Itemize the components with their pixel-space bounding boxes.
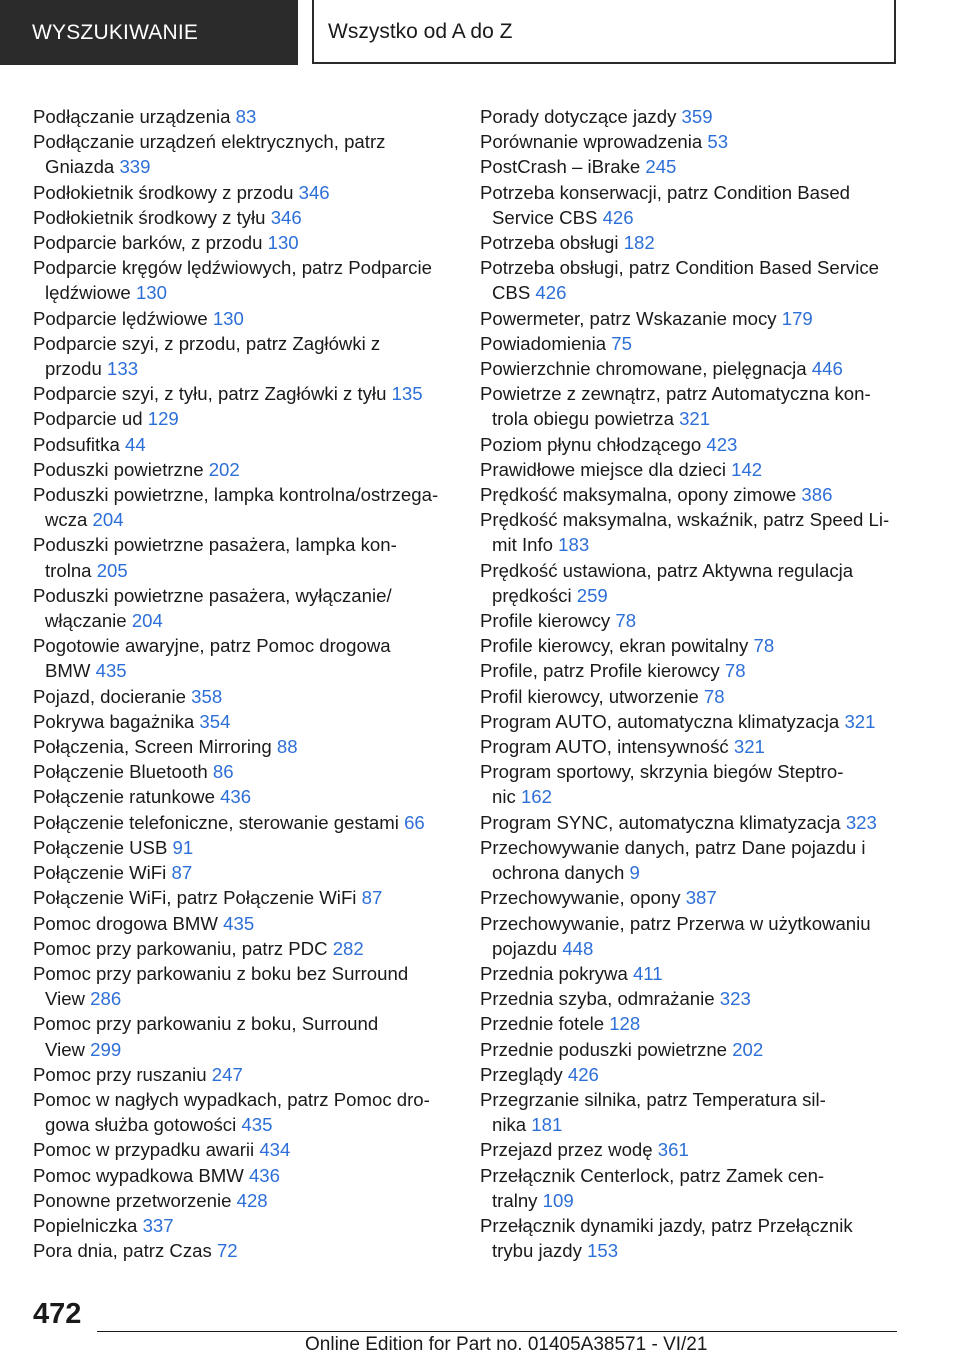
index-entry — [33, 1087, 463, 1137]
index-entry — [480, 1062, 910, 1087]
index-entry — [33, 306, 463, 331]
index-entry — [33, 104, 463, 129]
index-entry — [33, 180, 463, 205]
page-reference-link[interactable]: 426 — [567, 1063, 599, 1085]
index-entry — [33, 784, 463, 809]
index-entry — [33, 759, 463, 784]
index-term: Przełącznik Centerlock, patrz Zamek cen‐ — [480, 1164, 825, 1186]
index-term-continuation: View — [45, 1038, 85, 1060]
page-number: 472 — [33, 1298, 82, 1330]
index-entry — [33, 583, 463, 633]
index-term-continuation: Service CBS — [492, 206, 598, 228]
index-term: Potrzeba obsługi — [480, 232, 619, 254]
page-reference-link[interactable]: 78 — [724, 660, 746, 682]
index-entry — [480, 154, 910, 179]
index-term: Ponowne przetworzenie — [33, 1189, 232, 1211]
page-reference-link[interactable]: 436 — [220, 786, 252, 808]
page-reference-link[interactable]: 321 — [844, 710, 876, 732]
index-entry — [33, 432, 463, 457]
page-reference-link[interactable]: 321 — [733, 736, 765, 758]
index-entry — [33, 129, 463, 179]
index-entry — [480, 658, 910, 683]
index-term: Prędkość maksymalna, opony zimowe — [480, 484, 797, 506]
page-reference-link[interactable]: 72 — [216, 1240, 238, 1262]
page-reference-link[interactable]: 354 — [199, 710, 231, 732]
index-term: Pomoc przy parkowaniu z boku bez Surround — [33, 962, 409, 984]
index-entry — [33, 835, 463, 860]
index-term: Program SYNC, automatyczna klimatyzacja — [480, 811, 841, 833]
page-reference-link[interactable]: 130 — [267, 232, 299, 254]
page-reference-link[interactable]: 448 — [562, 937, 594, 959]
index-entry — [33, 936, 463, 961]
index-entry — [33, 1062, 463, 1087]
index-term: Pora dnia, patrz Czas — [33, 1240, 212, 1262]
index-term: Profil kierowcy, utworzenie — [480, 685, 699, 707]
index-term-continuation: trolna — [45, 559, 92, 581]
index-entry — [33, 709, 463, 734]
index-term: Podparcie lędźwiowe — [33, 307, 208, 329]
page-reference-link[interactable]: 130 — [212, 307, 244, 329]
index-entry — [480, 633, 910, 658]
page-reference-link[interactable]: 428 — [236, 1189, 268, 1211]
index-term: Poziom płynu chłodzącego — [480, 433, 702, 455]
index-term: Przednie poduszki powietrzne — [480, 1038, 728, 1060]
index-term: Podłączanie urządzenia — [33, 106, 231, 127]
index-term: Pomoc przy parkowaniu, patrz PDC — [33, 937, 328, 959]
index-term: Program AUTO, intensywność — [480, 736, 729, 758]
index-term: Przegrzanie silnika, patrz Temperatura sil‐ — [480, 1088, 826, 1110]
index-term: Poduszki powietrzne — [33, 458, 204, 480]
index-entry — [480, 180, 910, 230]
page-reference-link[interactable]: 286 — [90, 988, 122, 1010]
index-term: Powietrze z zewnątrz, patrz Automatyczna kon‐ — [480, 383, 871, 405]
page-reference-link[interactable]: 182 — [623, 232, 655, 254]
index-entry — [33, 255, 463, 305]
page-reference-link[interactable]: 346 — [298, 181, 330, 203]
index-entry — [480, 558, 910, 608]
index-term: Podparcie ud — [33, 408, 143, 430]
page-header — [0, 0, 960, 66]
page-reference-link[interactable]: 321 — [679, 408, 711, 430]
index-term-continuation: tralny — [492, 1189, 538, 1211]
index-term: Przednia szyba, odmrażanie — [480, 988, 715, 1010]
index-entry — [480, 885, 910, 910]
index-term: Profile kierowcy — [480, 610, 611, 632]
index-term: Pogotowie awaryjne, patrz Pomoc drogowa — [33, 635, 391, 657]
index-entry — [480, 835, 910, 885]
page-reference-link[interactable]: 88 — [276, 736, 298, 758]
page-reference-link[interactable]: 83 — [235, 106, 257, 127]
index-entry — [480, 230, 910, 255]
index-entry — [480, 608, 910, 633]
index-term: Pomoc w przypadku awarii — [33, 1139, 255, 1161]
index-term: Profile kierowcy, ekran powitalny — [480, 635, 749, 657]
index-term: Przednie fotele — [480, 1013, 605, 1035]
index-term: Poduszki powietrzne pasażera, lampka kon‐ — [33, 534, 397, 556]
index-term: Podparcie szyi, z przodu, patrz Zagłówki z — [33, 332, 381, 354]
page-reference-link[interactable]: 359 — [681, 106, 713, 127]
index-entry — [480, 986, 910, 1011]
index-entry — [33, 860, 463, 885]
footer-edition: Online Edition for Part no. 01405A38571 - VI/21 — [305, 1334, 708, 1355]
index-entry — [33, 532, 463, 582]
page-reference-link[interactable]: 179 — [781, 307, 813, 329]
index-term: Powermeter, patrz Wskazanie mocy — [480, 307, 777, 329]
index-entry — [480, 306, 910, 331]
index-entry — [480, 507, 910, 557]
page-reference-link[interactable]: 423 — [706, 433, 738, 455]
page-reference-link[interactable]: 78 — [615, 610, 637, 632]
index-term: Podparcie kręgów lędźwiowych, patrz Podparcie — [33, 257, 432, 279]
footer-divider — [97, 1331, 897, 1332]
index-term-continuation: mit Info — [492, 534, 553, 556]
page-reference-link[interactable]: 299 — [90, 1038, 122, 1060]
index-term: Przechowywanie, patrz Przerwa w użytkowaniu — [480, 912, 871, 934]
index-entry — [33, 1238, 463, 1263]
page-reference-link[interactable]: 162 — [520, 786, 552, 808]
index-entry — [33, 810, 463, 835]
index-entry — [480, 432, 910, 457]
page-reference-link[interactable]: 204 — [92, 509, 124, 531]
index-entry — [33, 1213, 463, 1238]
index-term: Pojazd, docieranie — [33, 685, 186, 707]
index-entry — [480, 684, 910, 709]
index-term-continuation: wcza — [45, 509, 88, 531]
index-term: Przełącznik dynamiki jazdy, patrz Przełącznik — [480, 1214, 853, 1236]
page-reference-link[interactable]: 346 — [270, 206, 302, 228]
index-entry — [480, 1213, 910, 1263]
index-term-continuation: pojazdu — [492, 937, 558, 959]
index-entry — [480, 1037, 910, 1062]
index-entry — [33, 1011, 463, 1061]
index-entry — [480, 734, 910, 759]
index-entry — [480, 1163, 910, 1213]
page-reference-link[interactable]: 86 — [212, 761, 234, 783]
page-reference-link[interactable]: 91 — [172, 836, 194, 858]
index-term: Podsufitka — [33, 433, 120, 455]
index-entry — [480, 961, 910, 986]
page-reference-link[interactable]: 323 — [845, 811, 877, 833]
index-entry — [480, 255, 910, 305]
index-entry — [480, 356, 910, 381]
index-entry — [480, 457, 910, 482]
index-term: Podłokietnik środkowy z przodu — [33, 181, 294, 203]
page-reference-link[interactable]: 183 — [558, 534, 590, 556]
index-entry — [33, 406, 463, 431]
index-term: Podłokietnik środkowy z tyłu — [33, 206, 266, 228]
index-entry — [33, 911, 463, 936]
index-term-continuation: lędźwiowe — [45, 282, 131, 304]
index-term-continuation: trybu jazdy — [492, 1240, 582, 1262]
index-entry — [33, 633, 463, 683]
index-term: Podparcie szyi, z tyłu, patrz Zagłówki z tyłu — [33, 383, 387, 405]
page-reference-link[interactable]: 44 — [125, 433, 146, 455]
page-reference-link[interactable]: 446 — [811, 358, 843, 380]
page-reference-link[interactable]: 75 — [611, 332, 632, 354]
page-reference-link[interactable]: 386 — [801, 484, 833, 506]
index-term: Połączenia, Screen Mirroring — [33, 736, 272, 758]
page-reference-link[interactable]: 53 — [707, 131, 729, 153]
index-term: Połączenie USB — [33, 836, 168, 858]
page-reference-link[interactable]: 205 — [96, 559, 128, 581]
index-term: Połączenie WiFi, patrz Połączenie WiFi — [33, 887, 357, 909]
index-entry — [480, 331, 910, 356]
index-term: Prawidłowe miejsce dla dzieci — [480, 458, 726, 480]
index-term: Przejazd przez wodę — [480, 1139, 653, 1161]
index-term-continuation: włączanie — [45, 610, 127, 632]
index-column-right — [480, 104, 910, 1263]
index-term: Pokrywa bagażnika — [33, 710, 195, 732]
index-entry — [480, 1137, 910, 1162]
index-term-continuation: View — [45, 988, 85, 1010]
index-entry — [33, 885, 463, 910]
page-reference-link[interactable]: 426 — [535, 282, 567, 304]
page-reference-link[interactable]: 323 — [719, 988, 751, 1010]
page-reference-link[interactable]: 202 — [732, 1038, 764, 1060]
page-reference-link[interactable]: 129 — [147, 408, 179, 430]
index-term: Prędkość ustawiona, patrz Aktywna regulacja — [480, 559, 854, 581]
page-reference-link[interactable]: 204 — [131, 610, 163, 632]
index-entry — [480, 709, 910, 734]
page-reference-link[interactable]: 66 — [404, 811, 425, 833]
index-term-continuation: prędkości — [492, 584, 572, 606]
index-term: Powiadomienia — [480, 332, 607, 354]
index-entry — [480, 129, 910, 154]
index-term: Program sportowy, skrzynia biegów Steptro‐ — [480, 761, 844, 783]
index-term-continuation: CBS — [492, 282, 531, 304]
index-term: Przechowywanie danych, patrz Dane pojazdu i — [480, 836, 866, 858]
index-term-continuation: Gniazda — [45, 156, 115, 178]
page-reference-link[interactable]: 202 — [208, 458, 240, 480]
index-term-continuation: nic — [492, 786, 516, 808]
index-entry — [33, 230, 463, 255]
index-term: Pomoc przy parkowaniu z boku, Surround — [33, 1013, 379, 1035]
index-entry — [33, 961, 463, 1011]
index-entry — [33, 684, 463, 709]
index-term: Podłączanie urządzeń elektrycznych, patrz — [33, 131, 386, 153]
index-term: Poduszki powietrzne, lampka kontrolna/ostrzega‐ — [33, 484, 439, 506]
index-entry — [480, 810, 910, 835]
index-entry — [480, 104, 910, 129]
index-term-continuation: przodu — [45, 358, 102, 380]
page-reference-link[interactable]: 361 — [657, 1139, 689, 1161]
page-reference-link[interactable]: 282 — [332, 937, 364, 959]
index-entry — [33, 734, 463, 759]
index-term: Połączenie ratunkowe — [33, 786, 215, 808]
page-reference-link[interactable]: 426 — [602, 206, 634, 228]
index-term: Profile, patrz Profile kierowcy — [480, 660, 720, 682]
index-term: Powierzchnie chromowane, pielęgnacja — [480, 358, 807, 380]
page-reference-link[interactable]: 130 — [135, 282, 167, 304]
page-reference-link[interactable]: 411 — [632, 962, 663, 984]
page-reference-link[interactable]: 153 — [587, 1240, 619, 1262]
page-reference-link[interactable]: 337 — [142, 1214, 174, 1236]
index-entry — [33, 381, 463, 406]
index-entry — [33, 1188, 463, 1213]
page-reference-link[interactable]: 387 — [685, 887, 717, 909]
index-term: Połączenie WiFi — [33, 862, 167, 884]
index-term: Potrzeba konserwacji, patrz Condition Based — [480, 181, 851, 203]
index-term: Połączenie Bluetooth — [33, 761, 208, 783]
index-term: Połączenie telefoniczne, sterowanie gestami — [33, 811, 399, 833]
page-reference-link[interactable]: 135 — [391, 383, 423, 405]
index-term: Pomoc przy ruszaniu — [33, 1063, 207, 1085]
page-reference-link[interactable]: 133 — [107, 358, 139, 380]
page-reference-link[interactable]: 181 — [531, 1114, 563, 1136]
page-reference-link[interactable]: 142 — [731, 458, 763, 480]
index-entry — [480, 759, 910, 809]
index-term: Prędkość maksymalna, wskaźnik, patrz Speed Li‐ — [480, 509, 890, 531]
index-entry — [33, 1163, 463, 1188]
index-entry — [480, 1011, 910, 1036]
section-tab: WYSZUKIWANIE — [0, 0, 298, 65]
index-entry — [33, 205, 463, 230]
index-term-continuation: trola obiegu powietrza — [492, 408, 674, 430]
index-term: Podparcie barków, z przodu — [33, 232, 263, 254]
index-term: Potrzeba obsługi, patrz Condition Based Service — [480, 257, 879, 279]
index-term: Poduszki powietrzne pasażera, wyłączanie/ — [33, 584, 392, 606]
page-reference-link[interactable]: 435 — [95, 660, 127, 682]
page-reference-link[interactable]: 9 — [629, 862, 640, 884]
index-term: Pomoc wypadkowa BMW — [33, 1164, 244, 1186]
index-term: Przeglądy — [480, 1063, 563, 1085]
index-term: Popielniczka — [33, 1214, 138, 1236]
page-reference-link[interactable]: 434 — [259, 1139, 291, 1161]
index-term: Pomoc w nagłych wypadkach, patrz Pomoc dro‐ — [33, 1088, 430, 1110]
index-entry — [33, 1137, 463, 1162]
index-entry — [33, 457, 463, 482]
index-term-continuation: ochrona danych — [492, 862, 625, 884]
index-entry — [480, 911, 910, 961]
index-term: Porównanie wprowadzenia — [480, 131, 703, 153]
index-term: Program AUTO, automatyczna klimatyzacja — [480, 710, 840, 732]
page-reference-link[interactable]: 435 — [223, 912, 255, 934]
page-reference-link[interactable]: 87 — [171, 862, 193, 884]
page-reference-link[interactable]: 358 — [191, 685, 223, 707]
index-term-continuation: nika — [492, 1114, 527, 1136]
index-entry — [480, 482, 910, 507]
page-reference-link[interactable]: 435 — [241, 1114, 273, 1136]
index-entry — [480, 381, 910, 431]
page-reference-link[interactable]: 109 — [542, 1189, 574, 1211]
index-term: Przednia pokrywa — [480, 962, 628, 984]
index-term: Porady dotyczące jazdy — [480, 106, 677, 127]
index-term-continuation: BMW — [45, 660, 91, 682]
page-reference-link[interactable]: 339 — [119, 156, 151, 178]
page-reference-link[interactable]: 128 — [609, 1013, 641, 1035]
index-term-continuation: gowa służba gotowości — [45, 1114, 237, 1136]
index-entry — [480, 1087, 910, 1137]
index-entry — [33, 482, 463, 532]
page-reference-link[interactable]: 259 — [576, 584, 608, 606]
page-reference-link[interactable]: 247 — [211, 1063, 243, 1085]
section-title: Wszystko od A do Z — [312, 0, 896, 64]
index-term: Pomoc drogowa BMW — [33, 912, 218, 934]
index-term: Przechowywanie, opony — [480, 887, 681, 909]
page-reference-link[interactable]: 436 — [248, 1164, 280, 1186]
page-reference-link[interactable]: 78 — [753, 635, 775, 657]
page-reference-link[interactable]: 87 — [361, 887, 383, 909]
page-reference-link[interactable]: 245 — [645, 156, 677, 178]
page-reference-link[interactable]: 78 — [703, 685, 725, 707]
index-term: PostCrash – iBrake — [480, 156, 641, 178]
index-column-left — [33, 104, 463, 1263]
index-entry — [33, 331, 463, 381]
